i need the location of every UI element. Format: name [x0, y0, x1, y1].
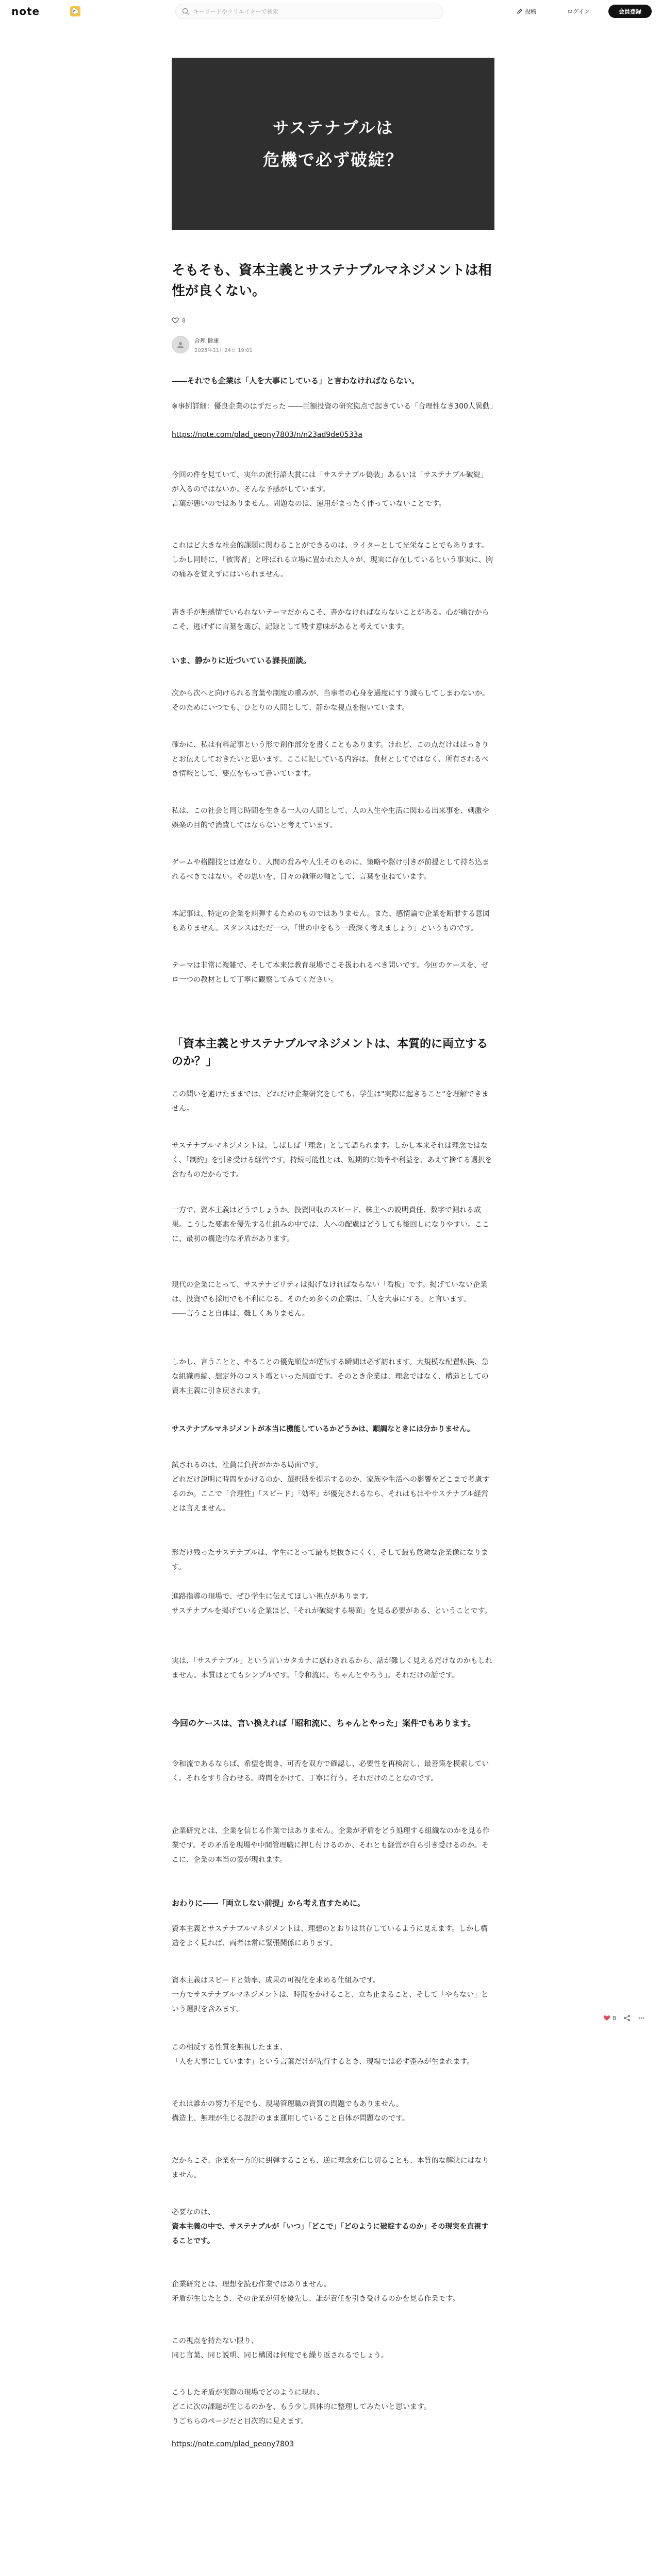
- paragraph: 資本主義とサステナブルマネジメントは、理想のとおりは共存しているように見えます。しかし構造をよく見れば、両者は常に緊張関係にあります。: [172, 1925, 488, 1947]
- section-heading-large: 「資本主義とサステナブルマネジメントは、本質的に両立するのか？」: [172, 1038, 488, 1068]
- paragraph: 資本主義はスピードと効率、成果の可視化を求める仕組みです。 一方でサステナブルマネジメントは、時間をかけること、立ち止まること、そして「やらない」という選択を含みます。: [172, 1976, 489, 2013]
- section-heading: いま、静かりに近づいている課長面談。: [172, 656, 311, 665]
- side-like-count: 8: [613, 2014, 616, 2022]
- paragraph: しかし、言うことと、やることの優先順位が逆転する瞬間は必ず訪れます。大規模な配置転換、急な組織再編、想定外のコスト増といった局面です。そのとき企業は、理念ではなく、構造としての資本主義に引き戻されます。: [172, 1358, 489, 1395]
- section-heading: 今回のケースは、言い換えれば「昭和流に、ちゃんとやった」案件でもあります。: [172, 1718, 476, 1728]
- pen-icon: [517, 8, 523, 14]
- more-icon[interactable]: [638, 2014, 645, 2022]
- heart-icon[interactable]: [172, 317, 179, 324]
- author-block[interactable]: [172, 336, 253, 353]
- search-icon: [182, 8, 189, 15]
- side-like-button[interactable]: [603, 2014, 616, 2022]
- paragraph: 一方で、資本主義はどうでしょうか。投資回収のスピード、株主への説明責任、数字で測れる成果。こうした要素を優先する仕組みの中では、人への配慮はどうしても後回しになりやすい。ここに、最初の構造的な矛盾があります。: [172, 1206, 489, 1243]
- paragraph: こうした矛盾が実際の現場でどのように現れ、 どこに次の課題が生じるのかを、もう少し具体的に整理してみたいと思います。 りごちらのページだと目次的に見えます。: [172, 2388, 431, 2426]
- hero-line-2: 危機で必ず破綻？: [262, 150, 403, 170]
- paragraph: これはビ大きな社会的課題に関わることができるのは、ライターとして光栄なことでもあります。しかし同時に、「被害者」と呼ばれる立場に置かれた人々が、現実に存在しているという事実に、胸の痛みを覚えずにはいられません。: [172, 541, 493, 579]
- paragraph: 本記事は、特定の企業を糾弾するためのものではありません。また、感情論で企業を断罪する意図もありません。スタンスはただ一つ、「世の中をもう一段深く考えましょう」というものです。: [172, 910, 490, 933]
- paragraph: それは誰かの努力不足でも、現場管理職の資質の問題でもありません。 構造上、無理が生じる設計のまま運用していること自体が問題なのです。: [172, 2100, 409, 2123]
- paragraph: テーマは非常に複雑で、そして本来は教育現場でこそ扱われるべき問いです。今回のケースを、ゼロ一つの教材として丁寧に観察してみてください。: [172, 961, 488, 984]
- paragraph: 私は、この社会と同じ時間を生きる一人の人間として、人の人生や生活に関わる出来事を、刺激や娯楽の目的で消費してはならないと考えています。: [172, 807, 489, 829]
- paragraph: サステナブルマネジメントは、しばしば「理念」として語られます。しかし本来それは理念ではなく、「制約」を引き受ける経営です。持続可能性とは、短期的な効率や利益を、あえて捨てる選択を含むものだからです。: [172, 1142, 492, 1179]
- logo-badge-icon: 🐑: [70, 6, 80, 16]
- share-icon[interactable]: [623, 2014, 631, 2022]
- like-bar: [172, 317, 186, 324]
- paragraph: 形だけ残ったサステナブルは、学生にとって最も見抜きにくく、そして最も危険な企業像になります。: [172, 1549, 489, 1571]
- signup-button[interactable]: 会員登録: [608, 5, 652, 18]
- section-heading: サステナブルマネジメントが本当に機能しているかどうかは、順調なときには分かりません。: [172, 1425, 475, 1433]
- post-button[interactable]: [517, 5, 536, 18]
- top-header: [0, 0, 662, 23]
- paragraph: 令和流であるならば、希望を聞き、可否を双方で確認し、必要性を再検討し、最善策を模索していく。それをすり合わせる。時間をかけて、丁寧に行う。それだけのことなのです。: [172, 1760, 489, 1783]
- paragraph: ※事例詳細：優良企業のはずだった ――巨額投資の研究拠点で起きている「合理性なき300人異動」: [172, 402, 497, 411]
- paragraph: 進路指導の現場で、ぜひ学生に伝えてほしい視点があります。 サステナブルを掲げている企業ほど、「それが破綻する場面」を見る必要がある、ということです。: [172, 1592, 492, 1615]
- paragraph: 確かに、私は有料記事という形で創作部分を書くこともあります。けれど、この点だけははっきりとお伝えしておきたいと思います。ここに記している内容は、食材としてではなく、所有されるべき情報として、要点をもって書いています。: [172, 741, 489, 778]
- article-title: そもそも、資本主義とサステナブルマネジメントは相性が良くない。: [172, 263, 492, 299]
- article-link[interactable]: https://note.com/plad_peony7803/n/n23ad9de0533a: [172, 431, 362, 439]
- paragraph: 必要なのは、: [172, 2208, 215, 2216]
- paragraph: 試されるのは、社員に負荷がかかる局面です。 どれだけ説明に時間をかけるのか、選択肢を提示するのか、家族や生活への影響をどこまで考慮するのか。ここで「合理性」「スピード」「効率」が優先されるなら、それはもはやサステナブル経営とは言えません。: [172, 1461, 489, 1513]
- paragraph: 企業研究とは、理想を読む作業ではありません。 矛盾が生じたとき、その企業が何を優先し、誰が責任を引き受けるのかを見る作業です。: [172, 2280, 460, 2303]
- paragraph: 書き手が無感情でいられないテーマだからこそ、書かなければならないことがある。心が痛むからこそ、逃げずに言葉を選び、記録として残す意味があると考えています。: [172, 608, 489, 631]
- avatar[interactable]: [172, 336, 189, 353]
- login-button[interactable]: ログイン: [567, 8, 590, 15]
- paragraph: 実は、「サステナブル」という言いカタカナに惑わされるから、話が難しく見えるだけなのかもしれません。本質はとてもシンプルです。「令和流に、ちゃんとやろう」。それだけの話です。: [172, 1657, 492, 1680]
- author-name[interactable]: 合理 健康: [194, 337, 219, 344]
- paragraph: 今回の件を見ていて、実年の流行語大賞には「サステナブル偽装」あるいは「サステナブル破綻」が入るのではないか。そんな予感がしています。 言葉が悪いのではありません。問題なのは、運用がまったく伴っていないことです。: [172, 471, 488, 508]
- paragraph: だからこそ、企業を一方的に糾弾することも、逆に理念を信じ切ることも、本質的な解決にはなりません。: [172, 2157, 489, 2179]
- paragraph: この視点を持たない限り、 同じ言葉、同じ説明、同じ構図は何度でも繰り返されるでしょう。: [172, 2337, 388, 2360]
- section-heading: おわりに――「両立しない前提」から考え直すために。: [172, 1899, 366, 1908]
- paragraph: 次から次へと向けられる言葉や制度の重みが、当事者の心身を過度にすり減らしてしまわないか。そのためにいつでも、ひとりの人間として、静かな視点を抱いています。: [172, 689, 489, 712]
- search-input[interactable]: [193, 6, 436, 16]
- side-actions: [603, 2014, 645, 2022]
- paragraph: 企業研究とは、企業を信じる作業ではありません。企業が矛盾をどう処理する組織なのかを見る作業です。その矛盾を現場や中間管理職に押し付けるのか、それとも経営が自ら引き受けるのか。そこに、企業の本当の姿が現れます。: [172, 1827, 490, 1864]
- heart-icon: [603, 2014, 610, 2022]
- note-logo[interactable]: note: [11, 5, 40, 18]
- user-icon: [176, 341, 185, 349]
- author-page-link[interactable]: https://note.com/plad_peony7803: [172, 2440, 294, 2448]
- post-label: 投稿: [525, 8, 536, 15]
- hero-line-1: サステナブルは: [272, 118, 394, 138]
- hero-image: [172, 58, 494, 230]
- emphasis-paragraph: 資本主義の中で、サステナブルが「いつ」「どこで」「どのように破綻するのか」その現実を直視することです。: [172, 2223, 489, 2245]
- paragraph: この問いを避けたままでは、どれだけ企業研究をしても、学生は"実際に起きること"を理解できません。: [172, 1090, 489, 1113]
- search-box[interactable]: [175, 4, 443, 19]
- like-count: 8: [182, 317, 186, 324]
- lead-heading: ――それでも企業は「人を大事にしている」と言わなければならない。: [172, 376, 420, 385]
- publish-date: 2025年11月24日 19:01: [194, 347, 253, 353]
- paragraph: 現代の企業にとって、サステナビリティは掲げなければならない「看板」です。掲げていない企業は、投資でも採用でも不利になる。そのため多くの企業は、「人を大事にする」と言います。 ――言うこと自体は、難しくありません。: [172, 1281, 488, 1318]
- paragraph: この相反する性質を無視したまま、 「人を大事にしています」という言葉だけが先行するとき、現場では必ず歪みが生まれます。: [172, 2043, 474, 2066]
- paragraph: ゲームや格闘技とは違なり、人間の営みや人生そのものに、策略や駆け引きが前提として持ち込まれるべきではない。その思いを、日々の執筆の軸として、言葉を重ねています。: [172, 858, 489, 881]
